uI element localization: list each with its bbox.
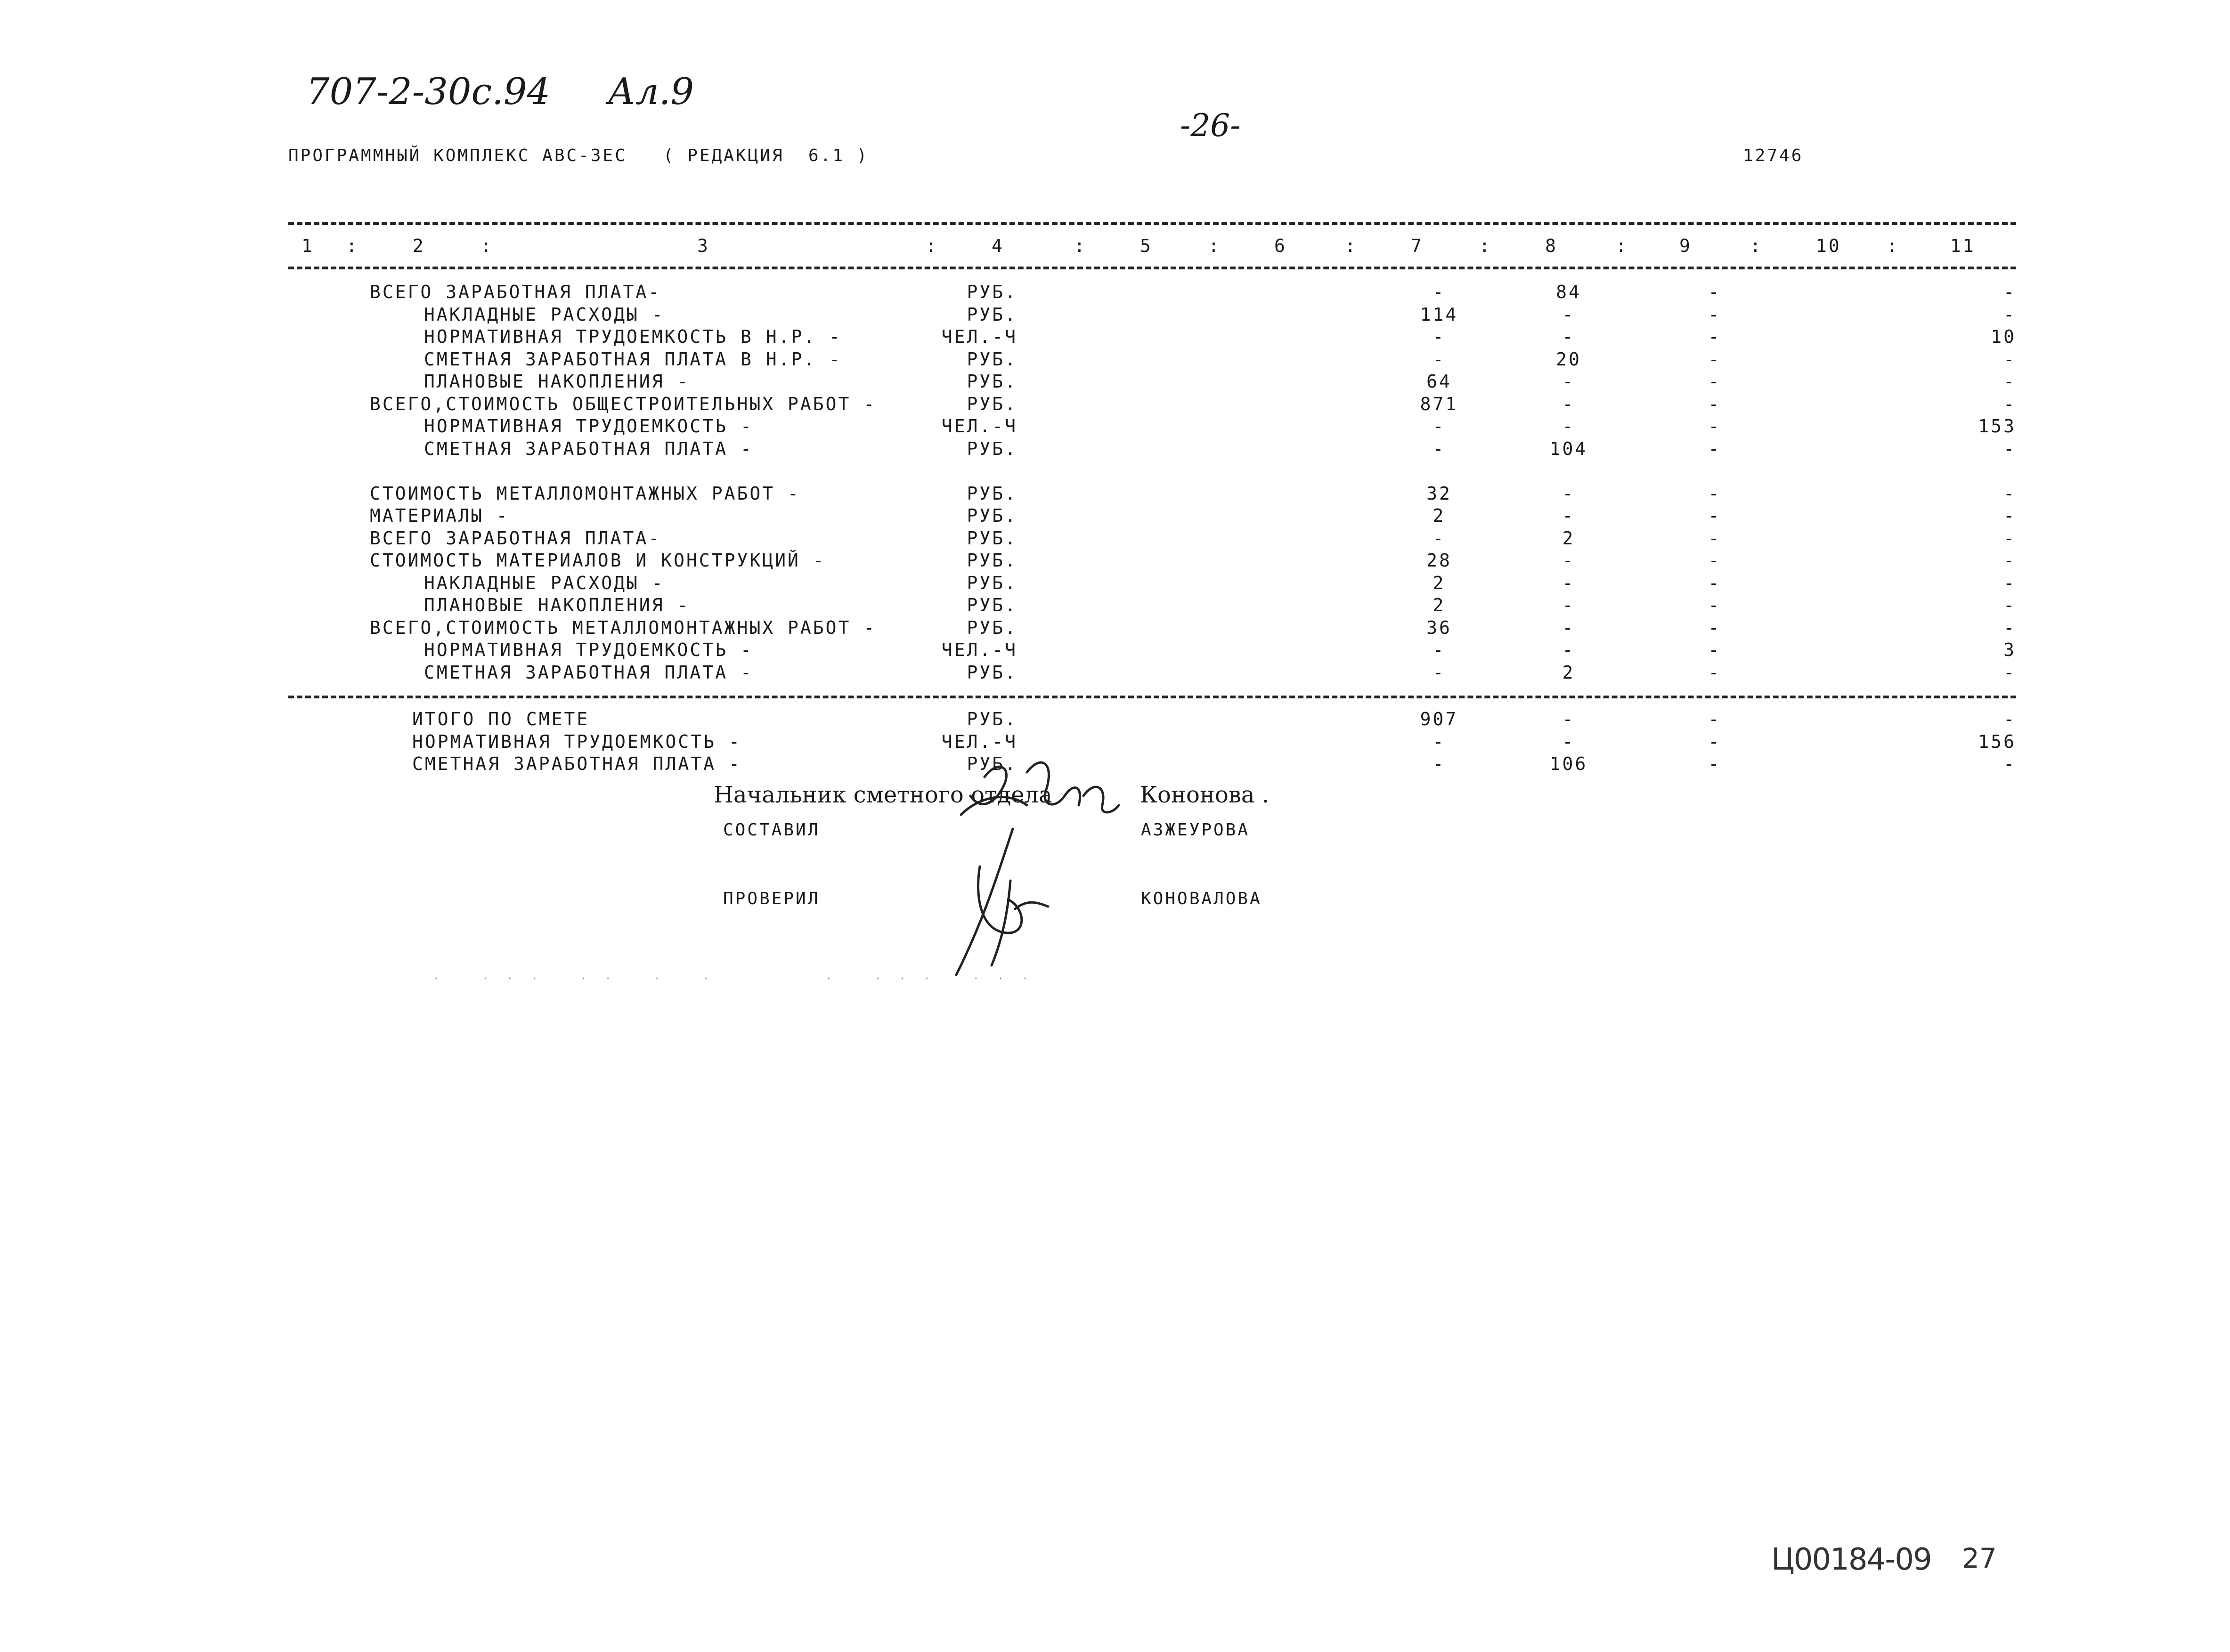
row-col7: 2 — [1432, 595, 1446, 615]
row-unit: РУБ. — [967, 527, 1017, 549]
row-unit: ЧЕЛ.-Ч — [941, 416, 1017, 437]
row-col11: - — [2003, 527, 2016, 549]
row-col7: 2 — [1432, 572, 1446, 593]
total-unit: ЧЕЛ.-Ч — [941, 731, 1017, 752]
row-col11: - — [2003, 572, 2016, 593]
total-col9: - — [1708, 731, 1721, 752]
row-col11: 153 — [1978, 416, 2016, 437]
row-col9: - — [1708, 550, 1721, 571]
row-col7: 36 — [1426, 617, 1452, 638]
row-col8: - — [1562, 483, 1575, 504]
row-label: ПЛАНОВЫЕ НАКОПЛЕНИЯ - — [424, 371, 690, 392]
row-unit: РУБ. — [967, 595, 1017, 615]
row-col9: - — [1708, 505, 1721, 526]
table-row — [0, 594, 2230, 616]
row-col9: - — [1708, 348, 1721, 370]
col-separator: : — [1616, 235, 1628, 256]
row-col8: - — [1562, 393, 1575, 414]
total-col8: 106 — [1549, 753, 1588, 774]
row-label: НОРМАТИВНАЯ ТРУДОЕМКОСТЬ - — [424, 416, 753, 437]
row-col11: - — [2003, 438, 2016, 459]
col-separator: : — [1208, 235, 1221, 256]
row-col8: 2 — [1562, 662, 1575, 683]
column-header-row — [0, 235, 2230, 257]
row-col8: 84 — [1556, 282, 1581, 302]
row-col9: - — [1708, 640, 1721, 660]
row-col11: - — [2003, 371, 2016, 392]
table-row — [0, 504, 2230, 527]
col-header-8: 8 — [1545, 235, 1558, 256]
col-separator: : — [1750, 235, 1763, 256]
checked-label: ПРОВЕРИЛ — [723, 889, 820, 908]
col-header-1: 1 — [301, 235, 314, 256]
table-row — [0, 527, 2230, 550]
row-col8: 2 — [1562, 527, 1575, 549]
total-col9: - — [1708, 753, 1721, 774]
col-separator: : — [926, 235, 938, 256]
total-unit: РУБ. — [967, 709, 1017, 729]
row-col11: - — [2003, 505, 2016, 526]
row-col7: 114 — [1420, 304, 1458, 325]
total-col8: - — [1562, 731, 1575, 752]
col-separator: : — [1479, 235, 1492, 256]
col-header-7: 7 — [1411, 235, 1424, 256]
row-col7: 2 — [1432, 505, 1446, 526]
row-unit: ЧЕЛ.-Ч — [941, 640, 1017, 660]
table-row — [0, 549, 2230, 572]
row-unit: РУБ. — [967, 348, 1017, 370]
col-header-5: 5 — [1140, 235, 1153, 256]
row-col9: - — [1708, 527, 1721, 549]
row-col11: - — [2003, 483, 2016, 504]
col-header-9: 9 — [1679, 235, 1692, 256]
table-row — [0, 616, 2230, 639]
row-col9: - — [1708, 282, 1721, 302]
document-number: 12746 — [1743, 146, 1804, 165]
row-col8: - — [1562, 640, 1575, 660]
handwritten-signatures — [886, 739, 1215, 984]
row-label: СМЕТНАЯ ЗАРАБОТНАЯ ПЛАТА В Н.Р. - — [424, 348, 842, 370]
total-col11: - — [2003, 753, 2016, 774]
table-top-rule — [288, 222, 2016, 225]
row-col11: - — [2003, 282, 2016, 302]
row-col7: 64 — [1426, 371, 1452, 392]
row-col9: - — [1708, 572, 1721, 593]
total-unit: РУБ. — [967, 753, 1017, 774]
totals-rule — [288, 696, 2016, 698]
row-col11: 3 — [2003, 640, 2016, 660]
row-label: ПЛАНОВЫЕ НАКОПЛЕНИЯ - — [424, 595, 690, 615]
row-unit: РУБ. — [967, 550, 1017, 571]
row-unit: РУБ. — [967, 371, 1017, 392]
head-signature-label: Начальник сметного отдела — [714, 782, 1052, 808]
row-col7: - — [1432, 527, 1446, 549]
row-col11: - — [2003, 348, 2016, 370]
row-col7: - — [1432, 348, 1446, 370]
row-unit: РУБ. — [967, 505, 1017, 526]
row-col7: - — [1432, 326, 1446, 347]
row-col11: - — [2003, 393, 2016, 414]
row-label: ВСЕГО ЗАРАБОТНАЯ ПЛАТА- — [370, 527, 661, 549]
row-col9: - — [1708, 438, 1721, 459]
row-col9: - — [1708, 617, 1721, 638]
row-unit: РУБ. — [967, 483, 1017, 504]
row-label: ВСЕГО,СТОИМОСТЬ МЕТАЛЛОМОНТАЖНЫХ РАБОТ - — [370, 617, 877, 638]
col-header-3: 3 — [697, 235, 710, 256]
col-header-11: 11 — [1950, 235, 1976, 256]
col-separator: : — [1345, 235, 1358, 256]
row-col9: - — [1708, 304, 1721, 325]
row-col7: - — [1432, 438, 1446, 459]
row-col8: - — [1562, 371, 1575, 392]
row-label: МАТЕРИАЛЫ - — [370, 505, 509, 526]
total-label: СМЕТНАЯ ЗАРАБОТНАЯ ПЛАТА - — [412, 753, 741, 774]
head-signature-name: Кононова . — [1140, 782, 1269, 808]
row-col7: 28 — [1426, 550, 1452, 571]
row-label: СТОИМОСТЬ МАТЕРИАЛОВ И КОНСТРУКЦИЙ - — [370, 550, 826, 571]
row-col7: - — [1432, 282, 1446, 302]
row-label: ВСЕГО ЗАРАБОТНАЯ ПЛАТА- — [370, 282, 661, 302]
total-label: ИТОГО ПО СМЕТЕ — [412, 709, 590, 729]
composed-label: СОСТАВИЛ — [723, 820, 820, 840]
table-header-rule — [288, 267, 2016, 269]
table-row — [0, 415, 2230, 437]
col-header-2: 2 — [413, 235, 425, 256]
checked-name: КОНОВАЛОВА — [1141, 889, 1262, 908]
row-label: НАКЛАДНЫЕ РАСХОДЫ - — [424, 304, 665, 325]
row-col8: - — [1562, 416, 1575, 437]
col-separator: : — [346, 235, 359, 256]
row-col9: - — [1708, 416, 1721, 437]
col-separator: : — [1887, 235, 1899, 256]
col-header-10: 10 — [1816, 235, 1841, 256]
table-row — [0, 303, 2230, 326]
row-unit: РУБ. — [967, 282, 1017, 302]
col-header-6: 6 — [1274, 235, 1287, 256]
row-unit: РУБ. — [967, 617, 1017, 638]
row-col9: - — [1708, 483, 1721, 504]
row-col7: - — [1432, 662, 1446, 683]
row-col8: 104 — [1549, 438, 1588, 459]
row-label: НОРМАТИВНАЯ ТРУДОЕМКОСТЬ В Н.Р. - — [424, 326, 842, 347]
row-col8: 20 — [1556, 348, 1581, 370]
row-col9: - — [1708, 393, 1721, 414]
row-col9: - — [1708, 326, 1721, 347]
row-col9: - — [1708, 371, 1721, 392]
table-row — [0, 393, 2230, 415]
total-label: НОРМАТИВНАЯ ТРУДОЕМКОСТЬ - — [412, 731, 741, 752]
row-col8: - — [1562, 595, 1575, 615]
row-col8: - — [1562, 505, 1575, 526]
row-col11: - — [2003, 662, 2016, 683]
program-title: ПРОГРАММНЫЙ КОМПЛЕКС АВС-3ЕС ( РЕДАКЦИЯ 6.1 ) — [288, 146, 869, 165]
row-col7: - — [1432, 416, 1446, 437]
row-col8: - — [1562, 550, 1575, 571]
archive-stamp: Ц00184-09 — [1771, 1542, 1931, 1577]
row-col7: - — [1432, 640, 1446, 660]
total-row — [0, 708, 2230, 730]
table-row — [0, 348, 2230, 371]
total-col11: - — [2003, 709, 2016, 729]
col-header-4: 4 — [992, 235, 1004, 256]
row-col8: - — [1562, 572, 1575, 593]
total-col9: - — [1708, 709, 1721, 729]
row-label: СМЕТНАЯ ЗАРАБОТНАЯ ПЛАТА - — [424, 662, 753, 683]
total-col11: 156 — [1978, 731, 2016, 752]
page-number: -26- — [1180, 107, 1241, 144]
total-col8: - — [1562, 709, 1575, 729]
col-separator: : — [480, 235, 493, 256]
row-col7: 871 — [1420, 393, 1458, 414]
row-label: НАКЛАДНЫЕ РАСХОДЫ - — [424, 572, 665, 593]
table-row — [0, 325, 2230, 348]
row-label: НОРМАТИВНАЯ ТРУДОЕМКОСТЬ - — [424, 640, 753, 660]
row-unit: РУБ. — [967, 662, 1017, 683]
table-row — [0, 460, 2230, 482]
row-col8: - — [1562, 326, 1575, 347]
table-row — [0, 482, 2230, 505]
sheet-label: Ал.9 — [608, 71, 694, 113]
total-col7: 907 — [1420, 709, 1458, 729]
table-row — [0, 370, 2230, 393]
row-label: СМЕТНАЯ ЗАРАБОТНАЯ ПЛАТА - — [424, 438, 753, 459]
row-label: ВСЕГО,СТОИМОСТЬ ОБЩЕСТРОИТЕЛЬНЫХ РАБОТ - — [370, 393, 877, 414]
row-col7: 32 — [1426, 483, 1452, 504]
row-col11: - — [2003, 595, 2016, 615]
table-row — [0, 661, 2230, 684]
total-col7: - — [1432, 753, 1446, 774]
row-col9: - — [1708, 662, 1721, 683]
total-col7: - — [1432, 731, 1446, 752]
table-row — [0, 281, 2230, 303]
table-row — [0, 572, 2230, 594]
row-unit: РУБ. — [967, 393, 1017, 414]
composed-name: АЗЖЕУРОВА — [1141, 820, 1250, 840]
table-row — [0, 639, 2230, 661]
scan-dots: . . . . . . . . . . . . . . . — [433, 970, 1035, 981]
col-separator: : — [1074, 235, 1087, 256]
row-col11: - — [2003, 304, 2016, 325]
row-col11: - — [2003, 550, 2016, 571]
row-col8: - — [1562, 304, 1575, 325]
row-unit: РУБ. — [967, 438, 1017, 459]
sheet-page-number: 27 — [1962, 1542, 1997, 1574]
row-col11: - — [2003, 617, 2016, 638]
row-col9: - — [1708, 595, 1721, 615]
row-label: СТОИМОСТЬ МЕТАЛЛОМОНТАЖНЫХ РАБОТ - — [370, 483, 800, 504]
row-col11: 10 — [1991, 326, 2016, 347]
handwritten-code: 707-2-30с.94 — [306, 71, 551, 113]
row-unit: ЧЕЛ.-Ч — [941, 326, 1017, 347]
table-row — [0, 437, 2230, 460]
row-unit: РУБ. — [967, 572, 1017, 593]
row-unit: РУБ. — [967, 304, 1017, 325]
row-col8: - — [1562, 617, 1575, 638]
